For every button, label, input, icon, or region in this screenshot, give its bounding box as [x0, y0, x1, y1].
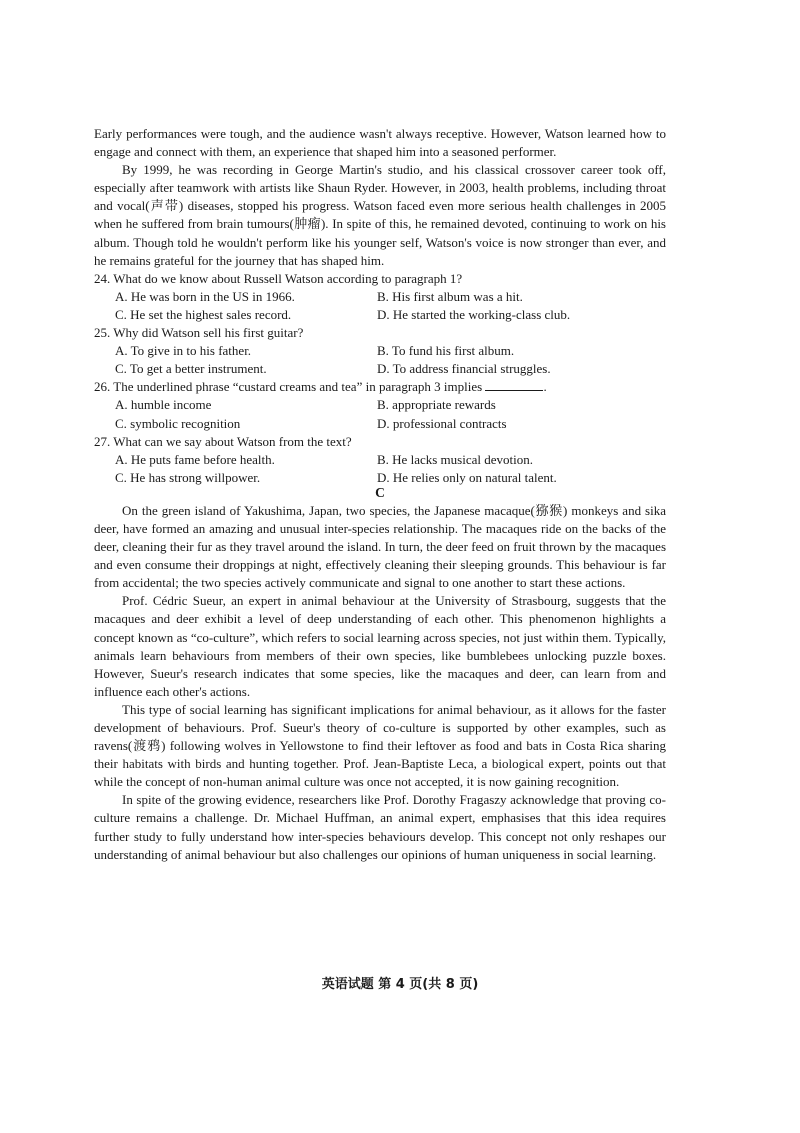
answer-options: [94, 342, 666, 378]
option-d: D. professional contracts: [377, 415, 507, 431]
option-c: C. He has strong willpower.: [115, 469, 261, 485]
option-b: B. appropriate rewards: [377, 397, 496, 413]
question-stem-end: .: [543, 379, 547, 395]
option-b: B. He lacks musical devotion.: [377, 451, 533, 467]
option-a: A. humble income: [115, 397, 212, 413]
option-c: C. To get a better instrument.: [115, 361, 267, 377]
passage-c-paragraph: In spite of the growing evidence, researchers like Prof. Dorothy Fragaszy acknowledge that proving co-culture remains a challenge. Dr. Michael Huffman, an animal expert, emphasises that this idea requires further study to fully understand how inter-species behaviours develop. This concept not only reshapes our understanding of animal behaviour but also challenges our opinions of human uniqueness in social learning.: [94, 792, 666, 862]
answer-options: [94, 288, 666, 324]
section-c-heading: C: [375, 484, 385, 500]
page-footer: 英语试题 第 4 页(共 8 页): [321, 977, 479, 992]
option-a: A. He puts fame before health.: [115, 451, 275, 467]
option-d: D. To address financial struggles.: [377, 361, 551, 377]
question-stem-start: 26. The underlined phrase “: [94, 379, 239, 395]
passage-c-paragraph: On the green island of Yakushima, Japan, two species, the Japanese macaque(猕猴) monkeys and sika deer, have formed an amazing and unusual inter-species relationship. The macaques ride on the backs of the deer, cleaning their fur as they travel around the island. In turn, the deer feed on fruit thrown by the macaques and even consume their droppings at night, effectively cleaning their sleeping grounds. This behaviour is far from accidental; the two species actively communicate and signal to one another to start these actions.: [94, 502, 666, 591]
option-d: D. He relies only on natural talent.: [377, 469, 557, 485]
question-24: [94, 270, 666, 324]
option-c: C. symbolic recognition: [115, 415, 241, 431]
underlined-phrase: custard creams and tea: [238, 379, 357, 395]
answer-options: [94, 451, 666, 487]
passage-b-paragraph: Early performances were tough, and the audience wasn't always receptive. However, Watson learned how to engage and connect with them, an experience that shaped him into a seasoned performer.: [94, 126, 666, 160]
question-26: [94, 378, 666, 432]
option-b: B. To fund his first album.: [377, 343, 515, 359]
question-25: [94, 324, 666, 378]
passage-c-paragraph: Prof. Cédric Sueur, an expert in animal behaviour at the University of Strasbourg, suggests that the macaques and deer exhibit a level of deep understanding of each other. This phenomenon highlights a concept known as “co-culture”, which refers to social learning across species, not just within them. Typically, animals learn behaviours from members of their own species, like bumblebees unlocking puzzle boxes. However, Sueur's research indicates that some species, like the macaques and deer, can learn from and influence each other's actions.: [94, 593, 666, 699]
question-27: [94, 433, 666, 487]
passage-b-paragraph: By 1999, he was recording in George Martin's studio, and his classical crossover career took off, especially after teamwork with artists like Shaun Ryder. However, in 2003, health problems, including throat and vocal(声带) diseases, stopped his progress. Watson faced even more serious health challenges in 2005 when he suffered from brain tumours(肿瘤). In spite of this, he remained devoted, continuing to work on his album. Though told he wouldn't perform like his younger self, Watson's voice is now stronger than ever, and he remains grateful for the journey that has shaped him.: [94, 162, 666, 268]
option-d: D. He started the working-class club.: [377, 306, 571, 322]
question-stem: 25. Why did Watson sell his first guitar?: [94, 325, 304, 341]
question-stem: 24. What do we know about Russell Watson according to paragraph 1?: [94, 270, 463, 286]
answer-options: [94, 396, 666, 432]
option-a: A. He was born in the US in 1966.: [115, 288, 295, 304]
question-stem: 27. What can we say about Watson from the text?: [94, 433, 352, 449]
option-c: C. He set the highest sales record.: [115, 306, 292, 322]
question-stem-middle: ” in paragraph 3 implies: [356, 379, 483, 395]
question-stem: [94, 378, 666, 396]
passage-c-paragraph: This type of social learning has significant implications for animal behaviour, as it allows for the faster development of behaviours. Prof. Sueur's theory of co-culture is supported by other examples, such as ravens(渡鸦) following wolves in Yellowstone to find their leftover as food and bats in Costa Rica sharing their habitats with birds and hunting together. Prof. Jean-Baptiste Leca, a biological expert, points out that while the concept of non-human animal culture was once not accepted, it is now gaining recognition.: [94, 701, 666, 790]
option-b: B. His first album was a hit.: [377, 288, 523, 304]
option-a: A. To give in to his father.: [115, 343, 252, 359]
answer-blank: [485, 380, 543, 391]
